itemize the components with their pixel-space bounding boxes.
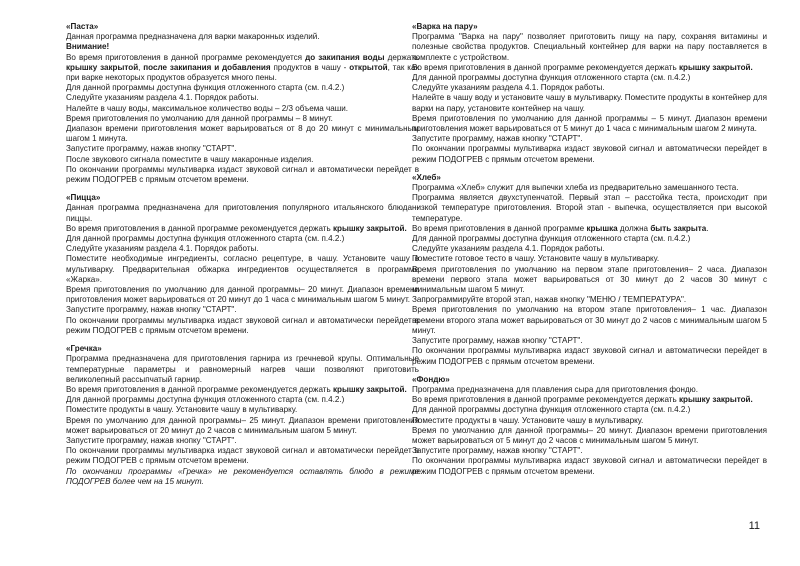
section-pizza	[66, 193, 419, 336]
paragraph: Для данной программы доступна функция отложенного старта (см. п.4.2.)	[412, 234, 691, 244]
paragraph: После звукового сигнала поместите в чашу макаронные изделия.	[66, 154, 314, 164]
text-run: Во время приготовления в данной программе	[412, 223, 587, 233]
paragraph: По окончании программы «Гречка» не рекомендуется оставлять блюдо в режиме ПОДОГРЕВ более чем на 15 минут.	[66, 466, 419, 486]
paragraph: Программа предназначена для приготовления гарнира из гречневой крупы. Оптимальные температурные параметры и равномерный нагрев чаши позволяют приготовить великолепный рассыпчатый гарнир.	[66, 354, 419, 384]
paragraph: Налейте в чашу воду и установите чашу в мультиварку. Поместите продукты в контейнер для варки на пару, установите контейнер на чашу.	[412, 93, 767, 113]
paragraph: По окончании программы мультиварка издаст звуковой сигнал и автоматически перейдет в режим ПОДОГРЕВ с прямым отсчетом времени.	[412, 144, 767, 164]
paragraph: Запустите программу, нажав кнопку "СТАРТ".	[412, 336, 583, 346]
paragraph: Налейте в чашу воды, максимальное количество воды – 2/3 объема чаши.	[66, 103, 348, 113]
page-number: 11	[748, 520, 760, 532]
section-pasta	[66, 22, 419, 185]
text-run: ,	[138, 62, 144, 72]
paragraph: Поместите готовое тесто в чашу. Установите чашу в мультиварку.	[412, 254, 660, 264]
text-run: .	[706, 223, 709, 233]
text-run: Во время приготовления в данной программе рекомендуется	[66, 52, 306, 62]
paragraph: Время приготовления по умолчанию на первом этапе приготовления– 2 часа. Диапазон времени первого этапа может варьироваться от 30 минут до 2 часов 30 минут с минимальным шагом 5 минут.	[412, 264, 767, 295]
paragraph: Запустите программу, нажав кнопку "СТАРТ".	[66, 305, 237, 315]
paragraph: Поместите необходимые ингредиенты, согласно рецептуре, в чашу. Установите чашу в мультиварку. Предварительная обжарка ингредиентов осуществляется в программе «Жарка».	[66, 254, 419, 284]
paragraph: Время по умолчанию для данной программы– 25 минут. Диапазон времени приготовления может варьироваться от 20 минут до 2 часов с минимальным шагом 5 минут.	[66, 415, 419, 435]
paragraph	[412, 63, 767, 73]
section-title: «Хлеб»	[412, 172, 441, 182]
text-run: Во время приготовления в данной программе рекомендуется держать	[66, 384, 333, 394]
paragraph: Запустите программу, нажав кнопку "СТАРТ".	[412, 446, 583, 456]
paragraph: Время приготовления по умолчанию на втором этапе приготовления– 1 час. Диапазон времени второго этапа может варьироваться от 30 минут до 2 часов с минимальным шагом 5 минут.	[412, 305, 767, 335]
paragraph: Время приготовления по умолчанию для данной программы – 8 минут.	[66, 113, 333, 123]
paragraph: По окончании программы мультиварка издаст звуковой сигнал и автоматически перейдет в режим ПОДОГРЕВ с прямым отсчетом времени.	[66, 315, 419, 335]
text-run: , так как при варке некоторых продуктов образуется много пены.	[66, 62, 420, 83]
right-column	[412, 22, 767, 485]
bold-run: крышку закрытой.	[678, 62, 753, 72]
paragraph: Для данной программы доступна функция отложенного старта (см. п.4.2.)	[412, 405, 691, 415]
paragraph	[66, 385, 419, 395]
bold-run: до закипания воды	[305, 52, 385, 62]
section-steam	[412, 22, 767, 165]
section-title: «Фондю»	[412, 374, 450, 384]
paragraph: Для данной программы доступна функция отложенного старта (см. п.4.2.)	[66, 83, 345, 93]
section-title: «Гречка»	[66, 344, 102, 354]
paragraph: По окончании программы мультиварка издаст звуковой сигнал и автоматически перейдет в режим ПОДОГРЕВ с прямым отсчетом времени.	[66, 446, 419, 466]
text-run: Во время приготовления в данной программе рекомендуется держать	[66, 223, 333, 233]
paragraph: Следуйте указаниям раздела 4.1. Порядок работы.	[412, 244, 605, 254]
paragraph: Программа предназначена для плавления сыра для приготовления фондю.	[412, 384, 698, 394]
paragraph	[412, 395, 767, 405]
paragraph: По окончании программы мультиварка издаст звуковой сигнал и автоматически перейдет в режим ПОДОГРЕВ с прямым отсчетом времени.	[66, 164, 419, 185]
text-run: должна	[617, 223, 651, 233]
section-grechka	[66, 344, 419, 487]
paragraph: Время приготовления по умолчанию для данной программы– 20 минут. Диапазон времени приготовления может варьироваться от 20 минут до 1 часа с минимальным шагом 5 минут.	[66, 285, 419, 305]
left-column	[66, 22, 419, 495]
text-run: Во время приготовления в данной программе рекомендуется держать	[412, 395, 679, 405]
paragraph: Для данной программы доступна функция отложенного старта (см. п.4.2.)	[66, 395, 345, 405]
paragraph: Диапазон времени приготовления может варьироваться от 8 до 20 минут с минимальным шагом 1 минута.	[66, 124, 419, 144]
section-bread	[412, 173, 767, 367]
bold-run: крышку закрытой	[66, 62, 139, 72]
bold-run: быть закрыта	[650, 223, 707, 233]
section-title: «Паста»	[66, 22, 99, 31]
paragraph: Программа «Хлеб» служит для выпечки хлеба из предварительно замешанного теста.	[412, 183, 739, 193]
paragraph: Программа является двухступенчатой. Первый этап – расстойка теста, происходит при низкой температуре приготовления. Второй этап - выпечка, осуществляется при высокой температуре.	[412, 193, 767, 223]
paragraph: Следуйте указаниям раздела 4.1. Порядок работы.	[66, 244, 259, 254]
bold-run: крышку закрытой.	[332, 384, 407, 394]
paragraph: Данная программа предназначена для приготовления популярного итальянского блюда - пиццы.	[66, 203, 419, 223]
section-title: «Варка на пару»	[412, 22, 478, 31]
paragraph: Следуйте указаниям раздела 4.1. Порядок работы.	[412, 83, 605, 93]
bold-run: после закипания и добавления	[143, 62, 271, 72]
paragraph	[66, 53, 419, 84]
paragraph: Внимание!	[66, 42, 110, 52]
paragraph: Для данной программы доступна функция отложенного старта (см. п.4.2.)	[412, 73, 691, 83]
paragraph	[412, 224, 767, 234]
section-title: «Пицца»	[66, 193, 101, 203]
paragraph: Для данной программы доступна функция отложенного старта (см. п.4.2.)	[66, 234, 345, 244]
paragraph	[66, 224, 419, 234]
paragraph: Время приготовления по умолчанию для данной программы – 5 минут. Диапазон времени приготовления может варьироваться от 5 минут до 1 часа с минимальным шагом 2 минута.	[412, 113, 767, 134]
paragraph: Время по умолчанию для данной программы– 20 минут. Диапазон времени приготовления может варьироваться от 5 минут до 2 часов с минимальным шагом 5 минут.	[412, 425, 767, 445]
text-run: Во время приготовления в данной программе рекомендуется держать	[412, 62, 679, 72]
bold-run: крышку закрытой.	[332, 223, 407, 233]
bold-run: открытой	[349, 62, 388, 72]
paragraph: Поместите продукты в чашу. Установите чашу в мультиварку.	[66, 405, 298, 415]
paragraph: Запустите программу, нажав кнопку "СТАРТ".	[66, 435, 237, 445]
paragraph: Запустите программу, нажав кнопку "СТАРТ".	[412, 134, 583, 144]
paragraph: Поместите продукты в чашу. Установите чашу в мультиварку.	[412, 415, 644, 425]
paragraph: По окончании программы мультиварка издаст звуковой сигнал и автоматически перейдет в режим ПОДОГРЕВ с прямым отсчетом времени.	[412, 456, 767, 476]
paragraph: Программа "Варка на пару" позволяет приготовить пищу на пару, сохраняя витамины и полезные свойства продуктов. Специальный контейнер для варки на пару поставляется в комплекте с устройством.	[412, 32, 767, 62]
paragraph: Запрограммируйте второй этап, нажав кнопку "МЕНЮ / ТЕМПЕРАТУРА".	[412, 295, 687, 305]
paragraph: Запустите программу, нажав кнопку "СТАРТ".	[66, 144, 237, 154]
section-fondue	[412, 375, 767, 477]
paragraph: Следуйте указаниям раздела 4.1. Порядок работы.	[66, 93, 259, 103]
text-run: продуктов в чашу -	[270, 62, 350, 72]
paragraph: По окончании программы мультиварка издаст звуковой сигнал и автоматически перейдет в режим ПОДОГРЕВ с прямым отсчетом времени.	[412, 346, 767, 366]
paragraph: Данная программа предназначена для варки макаронных изделий.	[66, 32, 320, 42]
text-run: держать	[384, 52, 419, 62]
bold-run: крышка	[586, 223, 618, 233]
bold-run: крышку закрытой.	[678, 395, 753, 405]
